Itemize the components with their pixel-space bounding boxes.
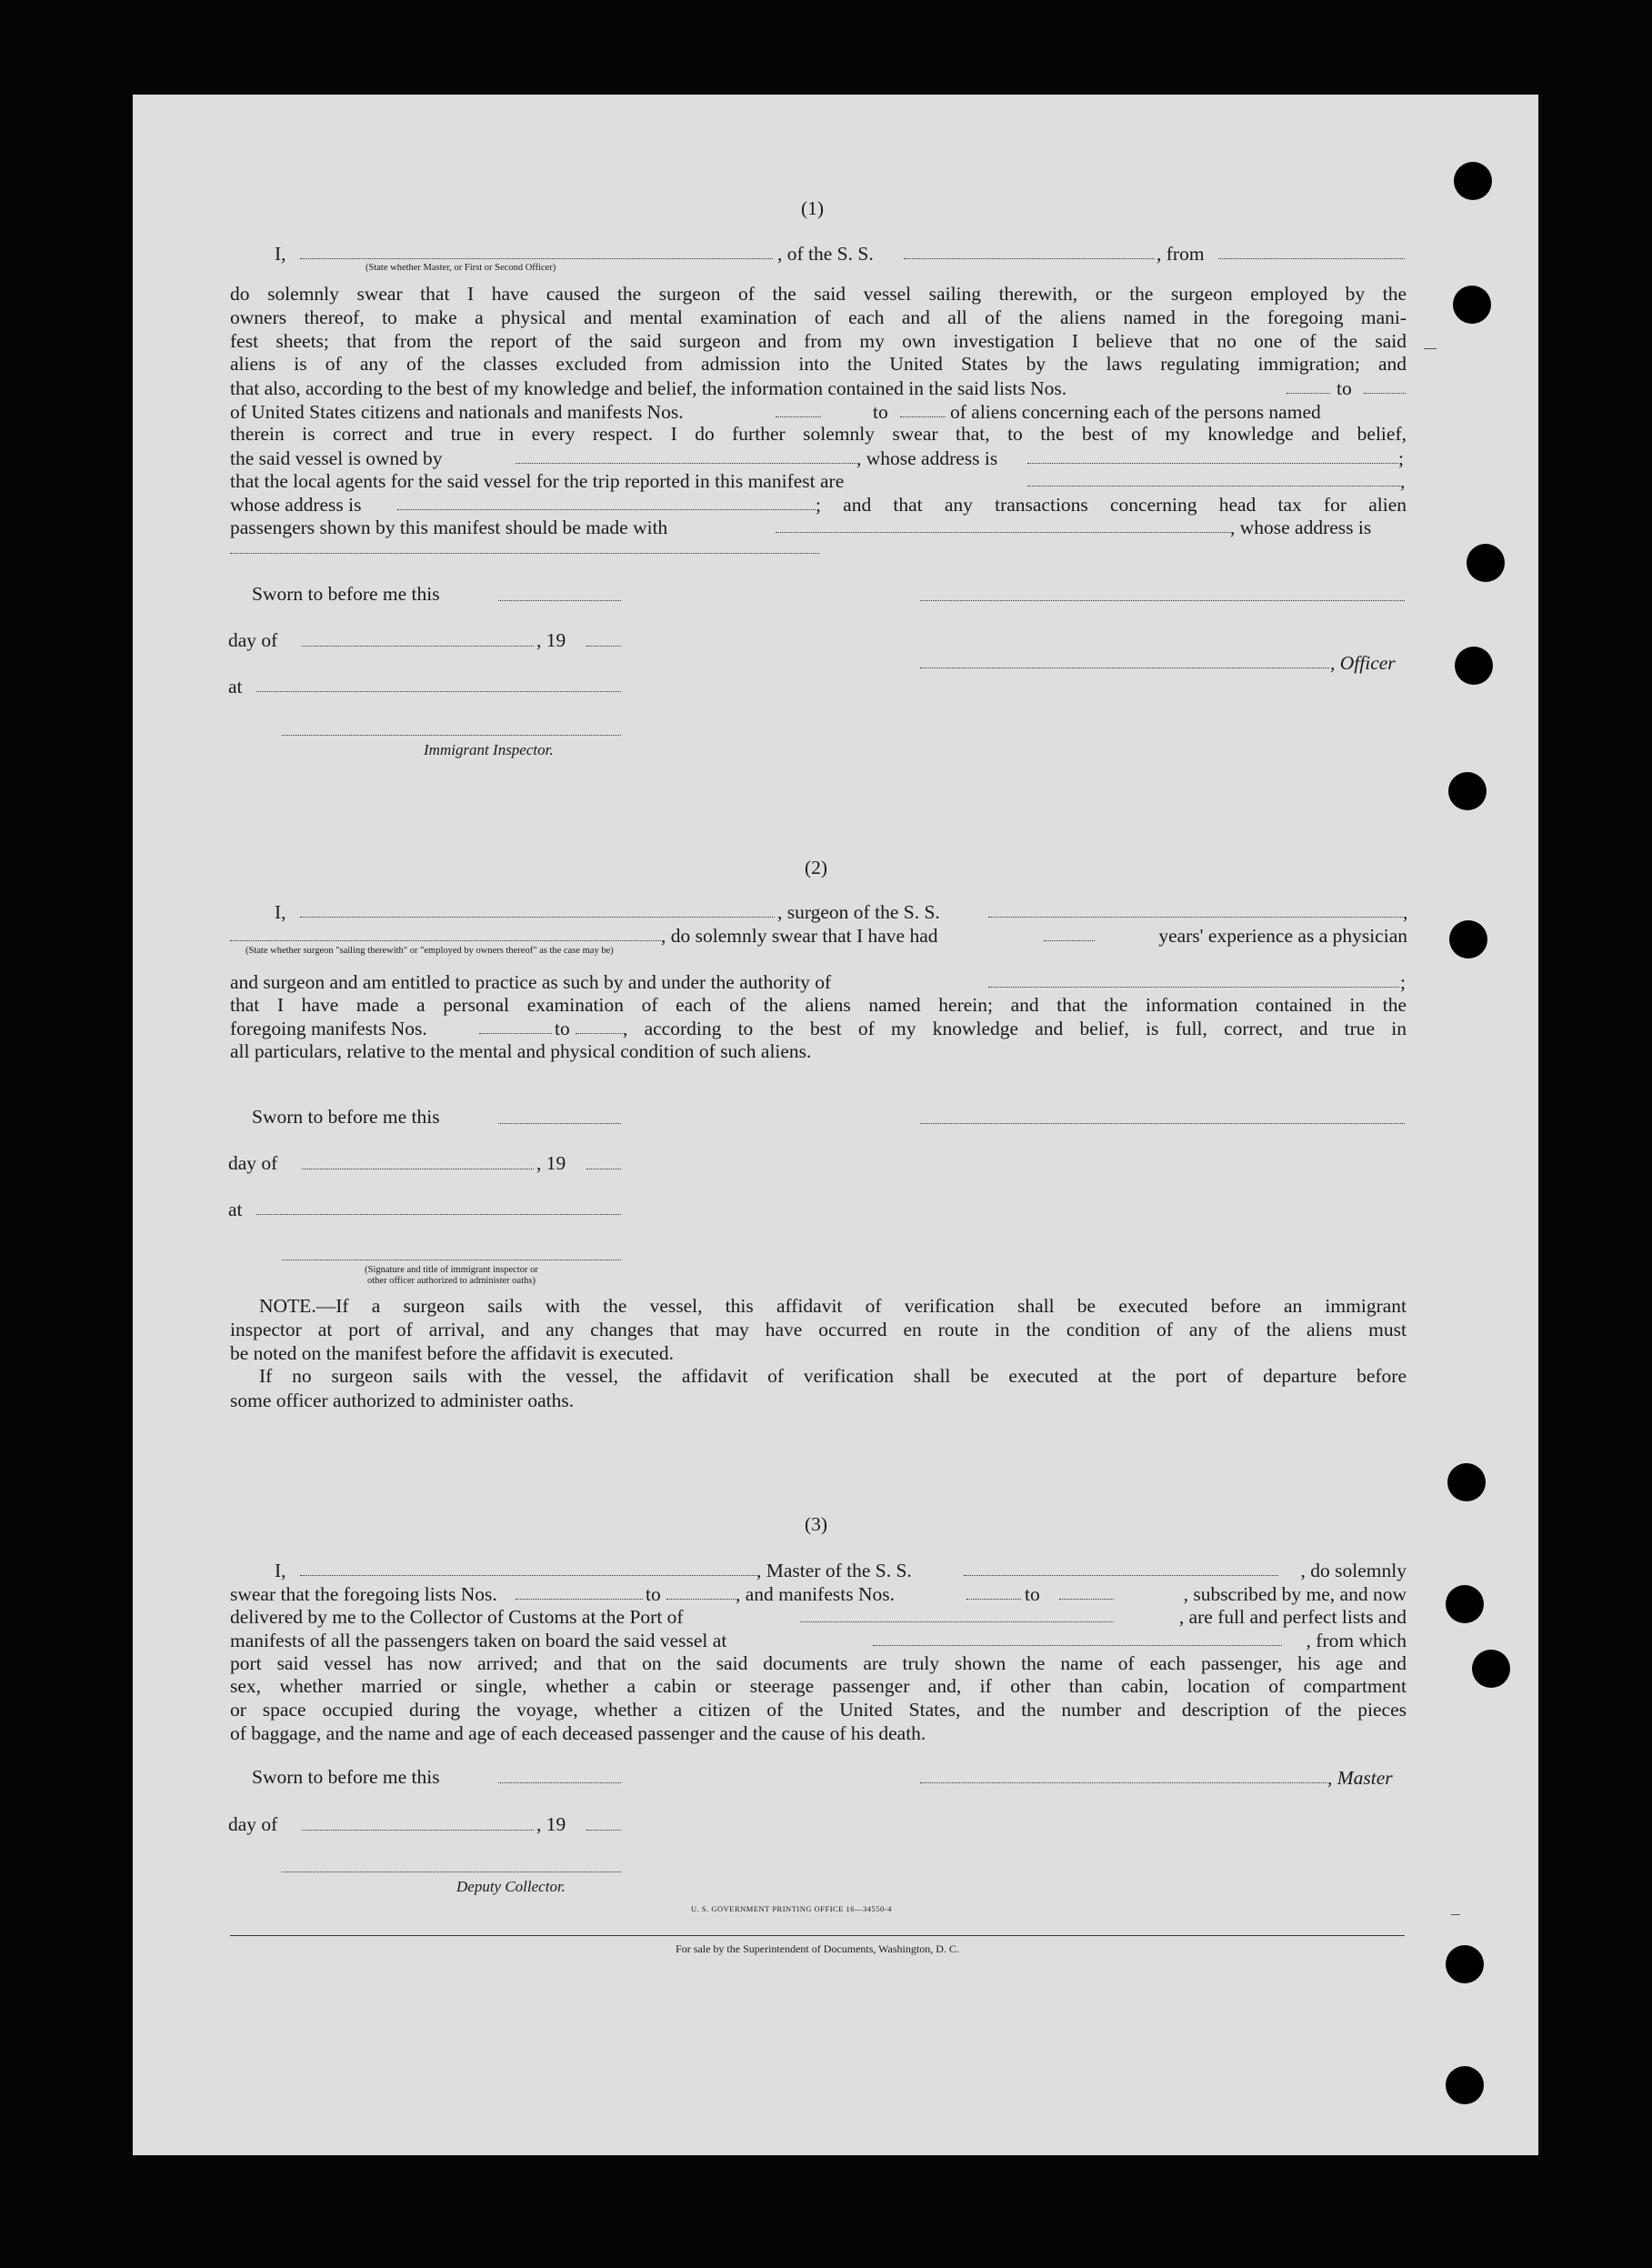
line-label: manifests of all the passengers taken on board the said vessel at <box>230 1630 727 1651</box>
line-label: to <box>1025 1583 1040 1605</box>
punctuation: , <box>1403 901 1408 923</box>
blank-field <box>1287 393 1330 394</box>
section-number: (2) <box>805 857 828 878</box>
blank-field <box>300 917 775 918</box>
line-label: , do solemnly swear that I have had <box>661 925 938 947</box>
master-label: , Master <box>1327 1767 1393 1789</box>
note-text-line: If no surgeon sails with the vessel, the affidavit of verification shall be executed at the port of departure before <box>259 1365 1407 1387</box>
oath-text-line: that I have made a personal examination of each of the aliens named herein; and that the information contained in the <box>230 994 1407 1016</box>
oath-text-line: port said vessel has now arrived; and that on the said documents are truly shown the name of each passenger, his age and <box>230 1652 1407 1674</box>
officer-label: , Officer <box>1330 652 1396 674</box>
oath-text-line: of baggage, and the name and age of each deceased passenger and the cause of his death. <box>230 1722 926 1744</box>
line-label: to <box>1337 377 1352 399</box>
punch-hole <box>1472 1650 1510 1688</box>
blank-field <box>988 917 1403 918</box>
field-caption: (State whether Master, or First or Second Officer) <box>365 263 556 273</box>
blank-field <box>586 1830 621 1831</box>
punch-hole <box>1453 286 1491 324</box>
punch-hole <box>1446 2066 1484 2104</box>
line-label: , from which <box>1306 1630 1407 1651</box>
margin-mark <box>1424 348 1437 349</box>
punch-hole <box>1454 162 1492 200</box>
line-label: , whose address is <box>856 447 998 469</box>
at-label: at <box>228 676 243 697</box>
line-label: , and manifests Nos. <box>736 1583 895 1605</box>
blank-field <box>516 463 856 464</box>
line-label: , according to the best of my knowledge and belief, is full, correct, and true in <box>623 1018 1407 1039</box>
year-label: , 19 <box>536 629 566 651</box>
oath-text-line: whose address is <box>230 494 362 516</box>
punch-hole <box>1446 1585 1484 1623</box>
signatory-title: Deputy Collector. <box>456 1878 566 1895</box>
sworn-label: Sworn to before me this <box>252 583 440 605</box>
line-label: ; and that any transactions concerning head tax for alien <box>816 494 1407 516</box>
signature-line <box>920 1123 1405 1124</box>
signature-line <box>920 1782 1327 1783</box>
signatory-title: Immigrant Inspector. <box>424 741 554 758</box>
line-label: , from <box>1156 243 1205 265</box>
line-label: delivered by me to the Collector of Customs at the Port of <box>230 1606 684 1628</box>
blank-field <box>256 1214 621 1215</box>
oath-text-line: sex, whether married or single, whether a cabin or steerage passenger and, if other than cabin, location of compartment <box>230 1675 1407 1697</box>
oath-text-line: therein is correct and true in every respect. I do further solemnly swear that, to the best of my knowledge and belief, <box>230 423 1407 445</box>
line-label: of aliens concerning each of the persons named <box>950 401 1321 423</box>
note-text-line: some officer authorized to administer oaths. <box>230 1390 575 1411</box>
line-label: swear that the foregoing lists Nos. <box>230 1583 497 1605</box>
margin-mark <box>1451 1914 1460 1915</box>
day-label: day of <box>228 1813 278 1835</box>
line-label: , Master of the S. S. <box>756 1560 912 1581</box>
blank-field <box>576 1033 623 1034</box>
field-caption: (State whether surgeon "sailing therewith" or "employed by owners thereof" as the case may be) <box>245 946 614 956</box>
note-text-line: NOTE.—If a surgeon sails with the vessel, this affidavit of verification shall be executed before an immigrant <box>259 1295 1407 1317</box>
sworn-label: Sworn to before me this <box>252 1766 440 1788</box>
oath-text-line: that also, according to the best of my knowledge and belief, the information contained in the said lists Nos. <box>230 377 1067 399</box>
blank-field <box>1059 1599 1114 1600</box>
blank-field <box>586 646 621 647</box>
blank-field <box>776 532 1230 533</box>
blank-field <box>1044 940 1095 941</box>
blank-field <box>1218 258 1405 259</box>
oath-text-line: passengers shown by this manifest should be made with <box>230 517 668 538</box>
blank-field <box>256 691 621 692</box>
punch-hole <box>1447 1463 1486 1501</box>
footer-text: For sale by the Superintendent of Documents, Washington, D. C. <box>676 1942 959 1955</box>
section-number: (1) <box>801 197 825 219</box>
signature-line <box>282 735 621 736</box>
oath-text-line: of United States citizens and nationals and manifests Nos. <box>230 401 684 423</box>
blank-field <box>300 258 773 259</box>
blank-field <box>397 509 816 510</box>
line-label: , whose address is <box>1230 517 1372 538</box>
line-label: years' experience as a physician <box>1158 925 1407 947</box>
blank-field <box>1364 393 1406 394</box>
oath-text-line: and surgeon and am entitled to practice as such by and under the authority of <box>230 971 832 993</box>
field-caption: other officer authorized to administer oaths) <box>367 1276 536 1286</box>
punch-hole <box>1448 772 1487 810</box>
punctuation: ; <box>1400 971 1406 993</box>
line-label: to <box>873 401 888 423</box>
punctuation: ; <box>1398 447 1404 469</box>
line-label: I, <box>275 901 286 923</box>
blank-field <box>300 1575 756 1576</box>
blank-field <box>498 600 621 601</box>
blank-field <box>479 1033 552 1034</box>
blank-field <box>900 416 946 417</box>
blank-field <box>516 1599 643 1600</box>
signature-line <box>920 667 1329 668</box>
line-label: , subscribed by me, and now <box>1183 1583 1407 1605</box>
blank-field <box>302 646 534 647</box>
line-label: to <box>555 1018 570 1039</box>
blank-field <box>1027 463 1398 464</box>
blank-field <box>966 1599 1021 1600</box>
day-label: day of <box>228 1152 278 1174</box>
footer-rule <box>230 1935 1405 1936</box>
at-label: at <box>228 1199 243 1220</box>
punch-hole <box>1449 920 1487 958</box>
punctuation: , <box>1400 470 1406 492</box>
line-label: , are full and perfect lists and <box>1178 1606 1407 1628</box>
year-label: , 19 <box>536 1813 566 1835</box>
blank-field <box>666 1599 736 1600</box>
year-label: , 19 <box>536 1152 566 1174</box>
sworn-label: Sworn to before me this <box>252 1106 440 1128</box>
oath-text-line: owners thereof, to make a physical and mental examination of each and all of the aliens named in the foregoing mani- <box>230 306 1407 328</box>
blank-field <box>498 1782 621 1783</box>
punch-hole <box>1446 1945 1484 1983</box>
blank-field <box>1027 486 1400 487</box>
blank-field <box>873 1645 1282 1646</box>
blank-field <box>776 416 821 417</box>
blank-field <box>302 1830 534 1831</box>
blank-field <box>230 553 819 554</box>
blank-field <box>498 1123 621 1124</box>
printer-imprint: U. S. GOVERNMENT PRINTING OFFICE 16—34550-4 <box>691 1904 892 1913</box>
blank-field <box>988 987 1399 988</box>
punch-hole <box>1455 647 1493 685</box>
line-label: to <box>646 1583 661 1605</box>
blank-field <box>800 1621 1114 1622</box>
field-caption: (Signature and title of immigrant inspector or <box>365 1265 538 1275</box>
note-text-line: be noted on the manifest before the affidavit is executed. <box>230 1342 674 1364</box>
punch-hole <box>1467 544 1505 582</box>
oath-text-line: do solemnly swear that I have caused the surgeon of the said vessel sailing therewith, or the surgeon employed by the <box>230 283 1407 305</box>
note-text-line: inspector at port of arrival, and any changes that may have occurred en route in the condition of any of the aliens must <box>230 1319 1407 1340</box>
line-label: , surgeon of the S. S. <box>777 901 940 923</box>
blank-field <box>230 940 661 941</box>
line-label: , do solemnly <box>1300 1560 1407 1581</box>
oath-text-line: all particulars, relative to the mental and physical condition of such aliens. <box>230 1040 812 1062</box>
line-label: foregoing manifests Nos. <box>230 1018 427 1039</box>
signature-line <box>920 600 1405 601</box>
signature-line <box>282 1259 621 1260</box>
section-number: (3) <box>805 1513 828 1535</box>
line-label: I, <box>275 1560 286 1581</box>
oath-text-line: aliens is of any of the classes excluded from admission into the United States by the laws regulating immigration; and <box>230 353 1407 375</box>
blank-field <box>904 258 1155 259</box>
line-label: , of the S. S. <box>777 243 874 265</box>
oath-text-line: fest sheets; that from the report of the said surgeon and from my own investigation I believe that no one of the said <box>230 330 1407 352</box>
oath-text-line: or space occupied during the voyage, whether a citizen of the United States, and the number and description of the pieces <box>230 1699 1407 1721</box>
blank-field <box>964 1575 1278 1576</box>
line-label: I, <box>275 243 286 265</box>
oath-text-line: the said vessel is owned by <box>230 447 443 469</box>
day-label: day of <box>228 629 278 651</box>
oath-text-line: that the local agents for the said vessel for the trip reported in this manifest are <box>230 470 845 492</box>
